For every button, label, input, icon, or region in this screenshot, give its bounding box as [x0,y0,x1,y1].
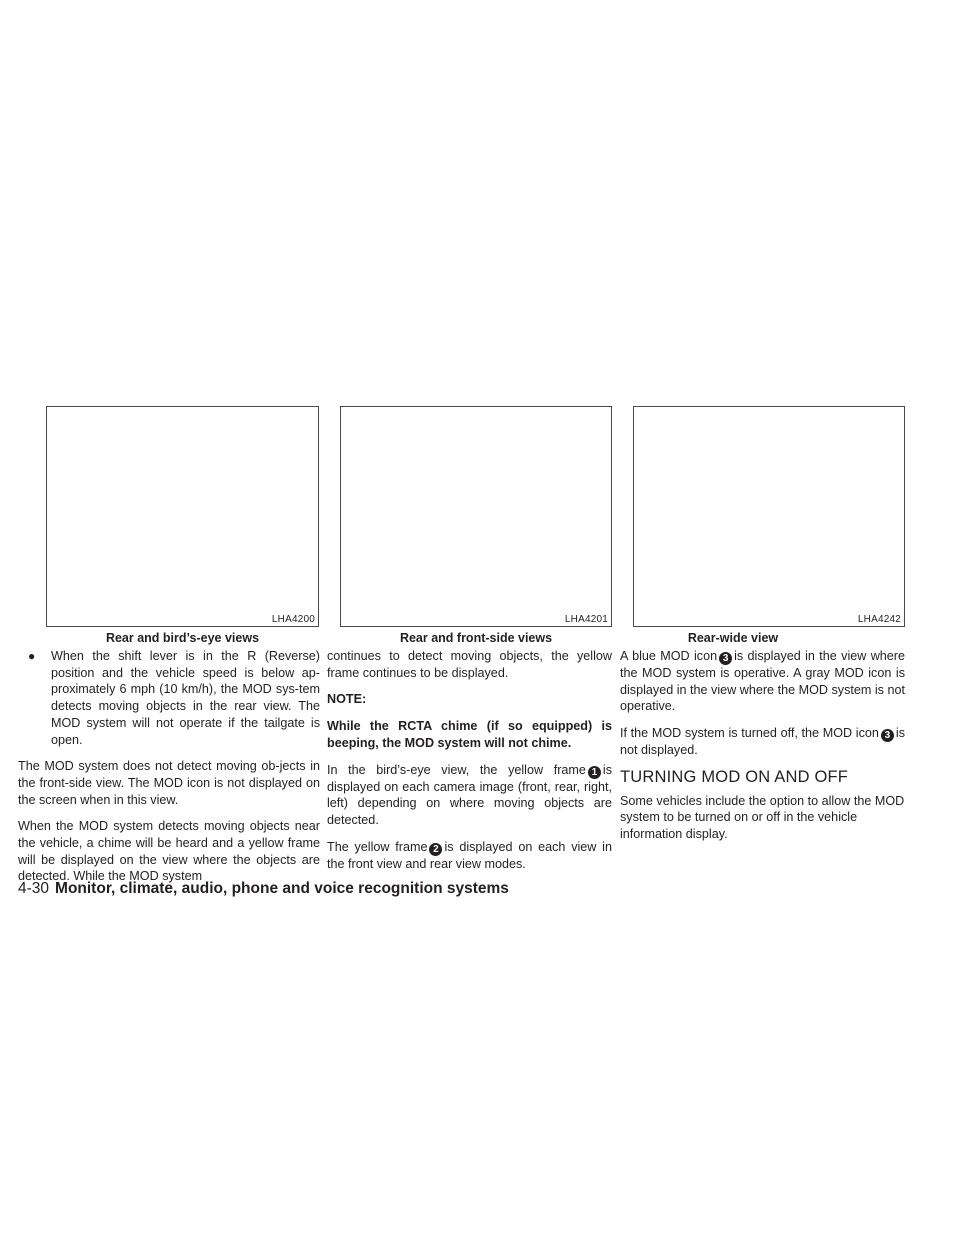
figure-caption: Rear and front-side views [399,631,553,645]
bullet-item [18,648,320,748]
paragraph [620,725,905,759]
paragraph: The MOD system does not detect moving ob-jects in the front-side view. The MOD icon is not displayed on the screen when in this view. [18,759,320,807]
text-run: is displayed on each camera image (front, rear, right, left) depending on where moving objects are detected. [327,762,612,827]
callout-3-icon: 3 [719,652,732,665]
paragraph: Some vehicles include the option to allow the MOD system to be turned on or off in the vehicle information display. [620,793,905,841]
figure-id: LHA4200 [271,614,315,625]
paragraph [327,762,612,829]
paragraph: continues to detect moving objects, the yellow frame continues to be displayed. [327,649,612,680]
chapter-title: Monitor, climate, audio, phone and voice recognition systems [55,880,509,897]
figure-rear-front-side [340,406,612,627]
callout-3-icon: 3 [881,729,894,742]
text-run: is displayed on each view in the front view and rear view modes. [327,839,612,871]
note-heading: NOTE: [327,692,367,707]
text-run: is displayed in the view where the MOD system is operative. A gray MOD icon is displayed in the view where the MOD system is not operative. [620,649,906,714]
paragraph: When the MOD system detects moving objects near the vehicle, a chime will be heard and a yellow frame will be displayed on the view where the objects are detected. While the MOD system [18,819,320,884]
figure-caption: Rear-wide view [687,631,779,645]
figure-id: LHA4201 [564,614,608,625]
bullet-icon: ● [28,649,36,663]
text-run: In the bird’s-eye view, the yellow frame [327,762,586,777]
bullet-text: When the shift lever is in the R (Reverse) position and the vehicle speed is below ap-proximately 6 mph (10 km/h), the MOD sys-tem detects moving objects in the rear view. The MOD system will not operate if the tailgate is open. [51,649,320,747]
text-run: A blue MOD icon [620,649,718,663]
figure-rear-wide [633,406,905,627]
column-1 [18,648,320,895]
page-number: 4-30 [18,880,50,897]
section-heading: TURNING MOD ON AND OFF [620,767,849,786]
figure-caption: Rear and bird’s-eye views [105,631,260,645]
paragraph [327,839,612,873]
callout-2-icon: 2 [429,843,442,856]
column-3 [620,648,905,853]
note-body: While the RCTA chime (if so equipped) is beeping, the MOD system will not chime. [327,719,612,750]
callout-1-icon: 1 [588,766,601,779]
paragraph [620,648,905,715]
figure-rear-birds-eye [46,406,319,627]
text-run: If the MOD system is turned off, the MOD icon [620,726,879,741]
text-run: is not displayed. [620,726,905,758]
page-footer [18,880,509,898]
figure-id: LHA4242 [857,614,901,625]
text-run: The yellow frame [327,839,428,854]
column-2 [327,648,612,882]
